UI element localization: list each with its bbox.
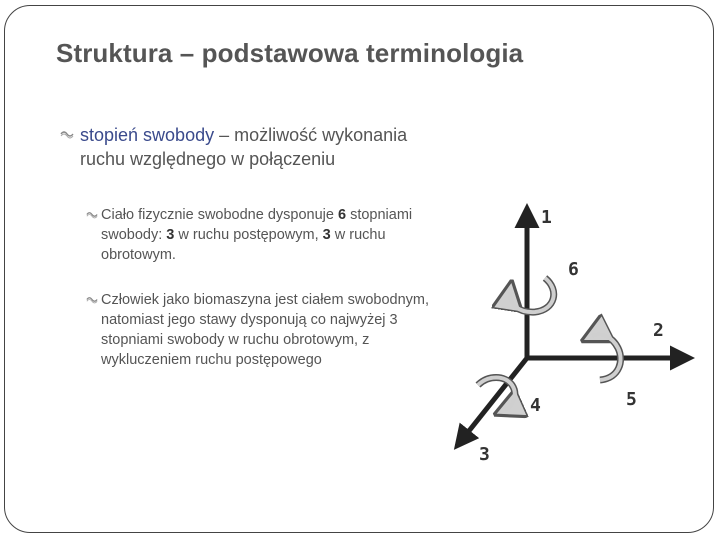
sub1-line1c: stopniami [346, 207, 413, 223]
label-axis-3: 3 [479, 444, 490, 465]
sub2-line4: wykluczeniem ruchu postępowego [101, 352, 322, 368]
main-bullet-line1-rest: – możliwość wykonania [214, 125, 408, 145]
sub1-line1a: Ciało fizycznie swobodne dysponuje [101, 207, 338, 223]
slide-title: Struktura – podstawowa terminologia [56, 38, 524, 68]
label-rotation-4: 4 [530, 395, 541, 416]
main-bullet-line2: ruchu względnego w połączeniu [80, 149, 336, 169]
label-axis-2: 2 [653, 320, 664, 341]
sub1-line3: obrotowym. [101, 247, 176, 263]
sub1-line2e: w ruchu [330, 227, 386, 243]
label-rotation-6: 6 [568, 259, 579, 280]
sub1-three-b: 3 [322, 227, 331, 243]
sub1-line2a: swobody: [101, 227, 167, 243]
sub1-line2c: w ruchu postępowym, [174, 227, 323, 243]
label-rotation-5: 5 [626, 389, 637, 410]
sub2-line3: stopniami swobody w ruchu obrotowym, z [101, 332, 370, 348]
sub2-line1: Człowiek jako biomaszyna jest ciałem swobodnym, [101, 292, 429, 308]
sub1-six: 6 [337, 207, 347, 223]
label-axis-1: 1 [541, 207, 552, 228]
term-degree-of-freedom: stopień swobody [80, 125, 215, 145]
sub1-three-a: 3 [166, 227, 175, 243]
sub2-line2: natomiast jego stawy dysponują co najwyżej 3 [101, 312, 398, 328]
